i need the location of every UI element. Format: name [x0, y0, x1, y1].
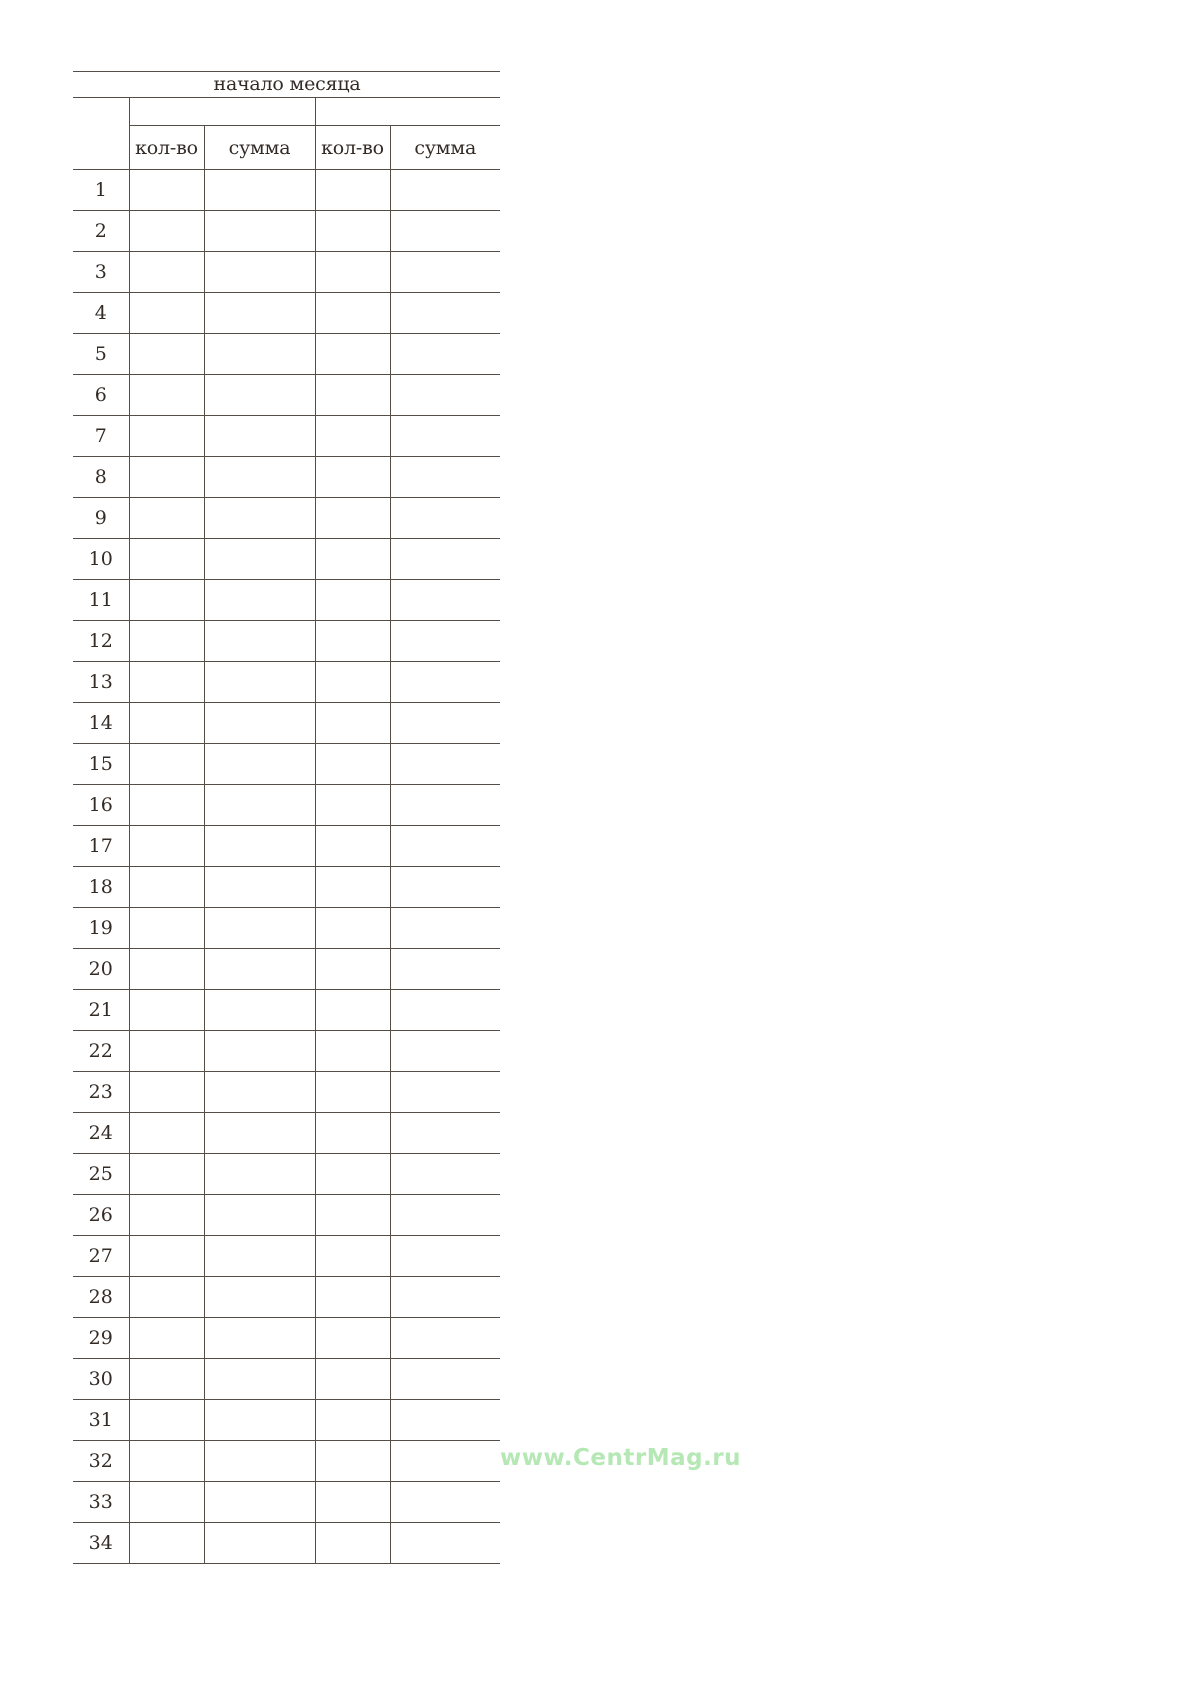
row-number-cell: 8: [73, 457, 129, 498]
row-number-cell: 33: [73, 1482, 129, 1523]
empty-cell-kolvo-2: [315, 580, 390, 621]
empty-cell-kolvo-1: [129, 1195, 204, 1236]
empty-cell-summa-2: [390, 580, 500, 621]
empty-cell-kolvo-2: [315, 539, 390, 580]
empty-cell-summa-1: [204, 375, 315, 416]
empty-cell-summa-2: [390, 949, 500, 990]
column-header-summa-2: сумма: [390, 126, 500, 170]
empty-cell-kolvo-1: [129, 498, 204, 539]
empty-cell-kolvo-2: [315, 334, 390, 375]
empty-cell-summa-2: [390, 1523, 500, 1564]
column-header-kolvo-1: кол-во: [129, 126, 204, 170]
empty-cell-summa-1: [204, 1113, 315, 1154]
empty-cell-kolvo-1: [129, 211, 204, 252]
table-row: [73, 621, 500, 662]
empty-cell-kolvo-2: [315, 908, 390, 949]
empty-cell-kolvo-2: [315, 498, 390, 539]
empty-cell-summa-1: [204, 826, 315, 867]
empty-cell-kolvo-1: [129, 1072, 204, 1113]
empty-cell-summa-2: [390, 744, 500, 785]
empty-cell-kolvo-1: [129, 416, 204, 457]
empty-cell-summa-1: [204, 990, 315, 1031]
table-row: [73, 826, 500, 867]
empty-cell-kolvo-2: [315, 170, 390, 211]
empty-cell-kolvo-1: [129, 1154, 204, 1195]
empty-cell-summa-2: [390, 252, 500, 293]
empty-cell-summa-2: [390, 170, 500, 211]
empty-cell-kolvo-2: [315, 1441, 390, 1482]
empty-cell-kolvo-2: [315, 621, 390, 662]
empty-cell-summa-1: [204, 785, 315, 826]
empty-cell-kolvo-1: [129, 785, 204, 826]
table-row: [73, 1154, 500, 1195]
empty-cell-kolvo-1: [129, 1482, 204, 1523]
table-row: [73, 662, 500, 703]
empty-cell-summa-2: [390, 621, 500, 662]
empty-cell-kolvo-2: [315, 293, 390, 334]
empty-cell-summa-2: [390, 457, 500, 498]
empty-cell-kolvo-1: [129, 1236, 204, 1277]
empty-cell-kolvo-2: [315, 457, 390, 498]
empty-cell-summa-1: [204, 252, 315, 293]
empty-cell-kolvo-2: [315, 1072, 390, 1113]
table-row: [73, 498, 500, 539]
table-row: [73, 949, 500, 990]
empty-cell-summa-2: [390, 785, 500, 826]
empty-cell-kolvo-1: [129, 621, 204, 662]
empty-cell-kolvo-2: [315, 1523, 390, 1564]
row-number-cell: 31: [73, 1400, 129, 1441]
table-row: [73, 457, 500, 498]
empty-cell-kolvo-2: [315, 1400, 390, 1441]
empty-cell-kolvo-1: [129, 867, 204, 908]
empty-cell-summa-1: [204, 416, 315, 457]
empty-cell-summa-2: [390, 662, 500, 703]
row-number-cell: 25: [73, 1154, 129, 1195]
empty-cell-summa-1: [204, 539, 315, 580]
table-row: [73, 867, 500, 908]
table-row: [73, 580, 500, 621]
empty-cell-kolvo-1: [129, 1359, 204, 1400]
empty-cell-kolvo-2: [315, 1113, 390, 1154]
empty-cell-summa-2: [390, 1482, 500, 1523]
row-number-cell: 2: [73, 211, 129, 252]
row-number-cell: 20: [73, 949, 129, 990]
table-title-cell: начало месяца: [73, 72, 500, 98]
row-number-cell: 32: [73, 1441, 129, 1482]
table-row: [73, 1400, 500, 1441]
empty-cell-summa-2: [390, 498, 500, 539]
ledger-table-wrap: [73, 71, 500, 1564]
empty-cell-kolvo-2: [315, 785, 390, 826]
row-number-cell: 16: [73, 785, 129, 826]
table-row: [73, 908, 500, 949]
header-stub-cell: [73, 98, 129, 170]
row-number-cell: 18: [73, 867, 129, 908]
empty-cell-summa-2: [390, 1031, 500, 1072]
column-header-kolvo-2: кол-во: [315, 126, 390, 170]
empty-cell-summa-1: [204, 1359, 315, 1400]
empty-cell-kolvo-1: [129, 703, 204, 744]
table-row: [73, 1359, 500, 1400]
group-header-row: [73, 98, 500, 126]
empty-cell-kolvo-2: [315, 375, 390, 416]
empty-cell-summa-1: [204, 1072, 315, 1113]
empty-cell-summa-1: [204, 662, 315, 703]
table-row: [73, 785, 500, 826]
empty-cell-summa-1: [204, 1482, 315, 1523]
empty-cell-summa-1: [204, 1318, 315, 1359]
row-number-cell: 22: [73, 1031, 129, 1072]
empty-cell-summa-2: [390, 375, 500, 416]
column-header-row: [73, 126, 500, 170]
table-row: [73, 1072, 500, 1113]
empty-cell-kolvo-2: [315, 744, 390, 785]
row-number-cell: 26: [73, 1195, 129, 1236]
row-number-cell: 10: [73, 539, 129, 580]
empty-cell-kolvo-2: [315, 1031, 390, 1072]
table-body: [73, 72, 500, 1564]
empty-cell-summa-1: [204, 744, 315, 785]
row-number-cell: 5: [73, 334, 129, 375]
empty-cell-summa-1: [204, 1031, 315, 1072]
empty-cell-kolvo-1: [129, 252, 204, 293]
table-row: [73, 703, 500, 744]
empty-cell-summa-2: [390, 1113, 500, 1154]
table-row: [73, 1236, 500, 1277]
table-row: [73, 539, 500, 580]
empty-cell-summa-2: [390, 990, 500, 1031]
empty-cell-summa-2: [390, 416, 500, 457]
empty-cell-summa-2: [390, 1195, 500, 1236]
table-row: [73, 1113, 500, 1154]
empty-cell-summa-2: [390, 703, 500, 744]
empty-cell-summa-1: [204, 1277, 315, 1318]
table-row: [73, 293, 500, 334]
empty-cell-kolvo-1: [129, 1277, 204, 1318]
row-number-cell: 3: [73, 252, 129, 293]
row-number-cell: 12: [73, 621, 129, 662]
row-number-cell: 27: [73, 1236, 129, 1277]
empty-cell-summa-1: [204, 293, 315, 334]
empty-cell-kolvo-2: [315, 416, 390, 457]
empty-cell-kolvo-1: [129, 375, 204, 416]
empty-cell-kolvo-2: [315, 252, 390, 293]
table-row: [73, 416, 500, 457]
row-number-cell: 7: [73, 416, 129, 457]
row-number-cell: 9: [73, 498, 129, 539]
row-number-cell: 15: [73, 744, 129, 785]
empty-cell-kolvo-2: [315, 662, 390, 703]
empty-cell-kolvo-1: [129, 826, 204, 867]
empty-cell-kolvo-1: [129, 1031, 204, 1072]
column-header-summa-1: сумма: [204, 126, 315, 170]
row-number-cell: 29: [73, 1318, 129, 1359]
empty-cell-summa-1: [204, 457, 315, 498]
table-row: [73, 170, 500, 211]
table-row: [73, 1318, 500, 1359]
empty-cell-summa-1: [204, 703, 315, 744]
empty-cell-summa-1: [204, 1400, 315, 1441]
empty-cell-kolvo-2: [315, 703, 390, 744]
empty-cell-kolvo-2: [315, 1195, 390, 1236]
empty-cell-kolvo-1: [129, 1441, 204, 1482]
empty-cell-kolvo-2: [315, 211, 390, 252]
empty-cell-summa-2: [390, 293, 500, 334]
empty-cell-summa-2: [390, 1441, 500, 1482]
row-number-cell: 21: [73, 990, 129, 1031]
empty-cell-summa-2: [390, 1072, 500, 1113]
row-number-cell: 14: [73, 703, 129, 744]
empty-cell-summa-1: [204, 908, 315, 949]
table-row: [73, 744, 500, 785]
empty-cell-summa-2: [390, 211, 500, 252]
table-row: [73, 1195, 500, 1236]
table-row: [73, 1441, 500, 1482]
empty-cell-summa-1: [204, 170, 315, 211]
empty-cell-summa-1: [204, 949, 315, 990]
empty-cell-kolvo-2: [315, 826, 390, 867]
ledger-table: [73, 71, 500, 1564]
table-row: [73, 1277, 500, 1318]
empty-cell-summa-2: [390, 826, 500, 867]
empty-cell-summa-2: [390, 1400, 500, 1441]
empty-cell-kolvo-1: [129, 539, 204, 580]
empty-cell-kolvo-1: [129, 908, 204, 949]
group-header-cell-2: [315, 98, 500, 126]
group-header-cell-1: [129, 98, 315, 126]
row-number-cell: 28: [73, 1277, 129, 1318]
empty-cell-kolvo-1: [129, 1400, 204, 1441]
empty-cell-kolvo-2: [315, 1154, 390, 1195]
empty-cell-kolvo-1: [129, 1523, 204, 1564]
table-row: [73, 990, 500, 1031]
title-row: [73, 72, 500, 98]
empty-cell-kolvo-2: [315, 1277, 390, 1318]
empty-cell-summa-1: [204, 580, 315, 621]
empty-cell-summa-2: [390, 1359, 500, 1400]
row-number-cell: 17: [73, 826, 129, 867]
empty-cell-kolvo-1: [129, 1113, 204, 1154]
empty-cell-kolvo-1: [129, 1318, 204, 1359]
empty-cell-summa-2: [390, 1236, 500, 1277]
empty-cell-summa-1: [204, 621, 315, 662]
empty-cell-summa-1: [204, 498, 315, 539]
empty-cell-summa-2: [390, 539, 500, 580]
empty-cell-kolvo-2: [315, 1482, 390, 1523]
empty-cell-summa-1: [204, 1154, 315, 1195]
row-number-cell: 4: [73, 293, 129, 334]
empty-cell-summa-1: [204, 1195, 315, 1236]
empty-cell-summa-1: [204, 1523, 315, 1564]
empty-cell-summa-1: [204, 211, 315, 252]
empty-cell-kolvo-1: [129, 457, 204, 498]
empty-cell-kolvo-2: [315, 1318, 390, 1359]
empty-cell-kolvo-1: [129, 170, 204, 211]
table-row: [73, 1523, 500, 1564]
empty-cell-kolvo-2: [315, 990, 390, 1031]
table-row: [73, 375, 500, 416]
table-row: [73, 1482, 500, 1523]
row-number-cell: 24: [73, 1113, 129, 1154]
table-row: [73, 334, 500, 375]
row-number-cell: 23: [73, 1072, 129, 1113]
empty-cell-summa-2: [390, 1277, 500, 1318]
empty-cell-kolvo-2: [315, 867, 390, 908]
centrmag-watermark: www.CentrMag.ru: [500, 1445, 742, 1471]
empty-cell-summa-1: [204, 334, 315, 375]
empty-cell-kolvo-1: [129, 293, 204, 334]
row-number-cell: 13: [73, 662, 129, 703]
empty-cell-summa-2: [390, 1154, 500, 1195]
table-row: [73, 252, 500, 293]
row-number-cell: 19: [73, 908, 129, 949]
empty-cell-summa-2: [390, 908, 500, 949]
empty-cell-summa-1: [204, 867, 315, 908]
row-number-cell: 6: [73, 375, 129, 416]
empty-cell-summa-1: [204, 1441, 315, 1482]
empty-cell-kolvo-2: [315, 949, 390, 990]
empty-cell-summa-2: [390, 334, 500, 375]
empty-cell-kolvo-1: [129, 334, 204, 375]
empty-cell-kolvo-1: [129, 990, 204, 1031]
row-number-cell: 34: [73, 1523, 129, 1564]
empty-cell-summa-1: [204, 1236, 315, 1277]
empty-cell-kolvo-2: [315, 1359, 390, 1400]
empty-cell-kolvo-2: [315, 1236, 390, 1277]
table-row: [73, 1031, 500, 1072]
empty-cell-kolvo-1: [129, 949, 204, 990]
table-row: [73, 211, 500, 252]
row-number-cell: 30: [73, 1359, 129, 1400]
empty-cell-kolvo-1: [129, 580, 204, 621]
row-number-cell: 1: [73, 170, 129, 211]
empty-cell-summa-2: [390, 1318, 500, 1359]
empty-cell-summa-2: [390, 867, 500, 908]
empty-cell-kolvo-1: [129, 744, 204, 785]
row-number-cell: 11: [73, 580, 129, 621]
empty-cell-kolvo-1: [129, 662, 204, 703]
